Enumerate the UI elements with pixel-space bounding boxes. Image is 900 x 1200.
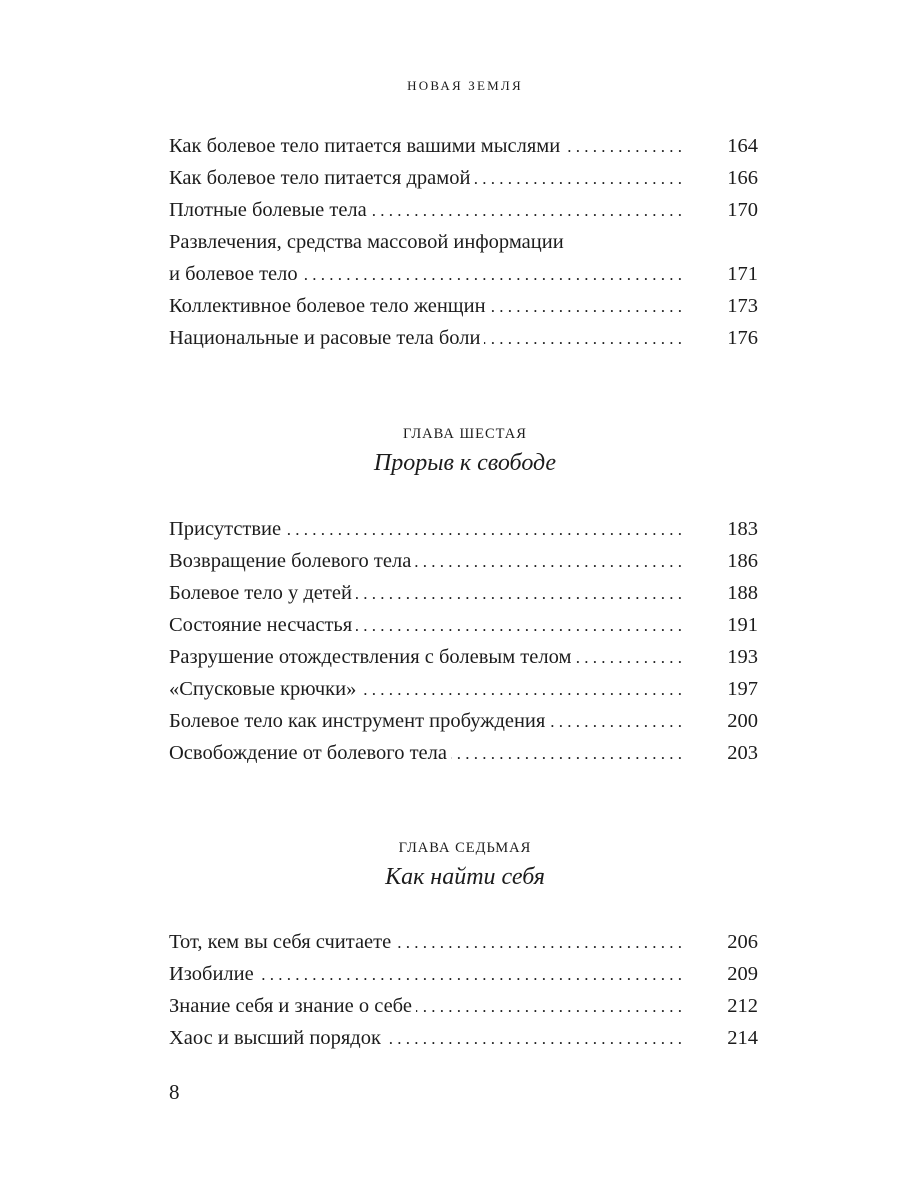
toc-entry-title: Коллективное болевое тело женщин [169,290,490,322]
chapter-heading [0,424,900,480]
toc-entry[interactable] [169,545,758,577]
toc-section-continued [169,130,758,354]
dot-leader [371,195,682,227]
toc-entry-page: 171 [727,263,758,285]
dot-leader [356,610,682,642]
toc-entry-page: 188 [727,582,758,604]
dot-leader [285,514,682,546]
dot-leader [564,131,682,163]
toc-entry-page: 197 [727,678,758,700]
toc-entry-title: Освобождение от болевого тела [169,737,451,769]
toc-entry-title: Знание себя и знание о себе [169,990,416,1022]
dot-leader [302,259,682,291]
toc-entry[interactable] [169,641,758,673]
dot-leader [385,1023,682,1055]
chapter-heading [0,838,900,894]
toc-entry[interactable] [169,130,758,162]
dot-leader [395,927,682,959]
dot-leader [451,738,682,770]
dot-leader [484,323,682,355]
running-header: НОВАЯ ЗЕМЛЯ [407,78,523,93]
chapter-title: Прорыв к свободе [373,450,557,476]
toc-entry[interactable] [169,513,758,545]
toc-entry-title: Присутствие [169,513,285,545]
toc-entry[interactable] [169,322,758,354]
toc-entry-title: Изобилие [169,958,258,990]
toc-entry-page: 173 [727,295,758,317]
toc-entry[interactable] [169,990,758,1022]
toc-entry[interactable] [169,958,758,990]
dot-leader [575,642,682,674]
page-number: 8 [169,1080,180,1104]
toc-entry-title: Плотные болевые тела [169,194,371,226]
toc-entry-title: Тот, кем вы себя считаете [169,926,395,958]
toc-entry-page: 193 [727,646,758,668]
chapter-title: Как найти себя [385,864,545,890]
toc-entry[interactable] [169,1022,758,1054]
toc-entry[interactable] [169,162,758,194]
toc-entry-page: 170 [727,199,758,221]
toc-entry-page: 214 [727,1027,758,1049]
toc-entry-title: Разрушение отождествления с болевым телом [169,641,575,673]
toc-entry-title: и болевое тело [169,258,302,290]
toc-entry[interactable] [169,926,758,958]
toc-entry[interactable] [169,609,758,641]
toc-entry-page: 206 [727,931,758,953]
chapter-label: ГЛАВА ШЕСТАЯ [403,426,527,442]
toc-entry[interactable] [169,737,758,769]
toc-entry-page: 164 [727,135,758,157]
toc-entry-title: Болевое тело у детей [169,577,356,609]
toc-chapter-7 [169,926,758,1054]
toc-entry[interactable] [169,577,758,609]
toc-entry-page: 183 [727,518,758,540]
toc-entry-title: Как болевое тело питается вашими мыслями [169,130,564,162]
toc-entry-page: 176 [727,327,758,349]
dot-leader [356,578,682,610]
toc-entry-page: 166 [727,167,758,189]
toc-entry[interactable] [169,226,758,290]
toc-entry[interactable] [169,705,758,737]
toc-entry-title: «Спусковые крючки» [169,673,360,705]
dot-leader [474,163,682,195]
dot-leader [416,991,682,1023]
toc-entry-page: 186 [727,550,758,572]
toc-entry-title-line1: Развлечения, средства массовой информации [169,231,564,253]
toc-entry-page: 212 [727,995,758,1017]
toc-entry-page: 203 [727,742,758,764]
toc-entry-title: Как болевое тело питается драмой [169,162,474,194]
dot-leader [258,959,682,991]
chapter-label: ГЛАВА СЕДЬМАЯ [398,840,532,856]
toc-entry[interactable] [169,290,758,322]
toc-entry-title: Национальные и расовые тела боли [169,322,484,354]
toc-entry-title: Хаос и высший порядок [169,1022,385,1054]
dot-leader [360,674,682,706]
toc-entry-title: Состояние несчастья [169,609,356,641]
toc-chapter-6 [169,513,758,769]
toc-entry-page: 191 [727,614,758,636]
toc-entry[interactable] [169,673,758,705]
toc-entry[interactable] [169,194,758,226]
dot-leader [549,706,682,738]
dot-leader [415,546,682,578]
toc-entry-page: 209 [727,963,758,985]
toc-entry-title: Возвращение болевого тела [169,545,415,577]
toc-entry-title: Болевое тело как инструмент пробуждения [169,705,549,737]
toc-entry-page: 200 [727,710,758,732]
dot-leader [490,291,682,323]
